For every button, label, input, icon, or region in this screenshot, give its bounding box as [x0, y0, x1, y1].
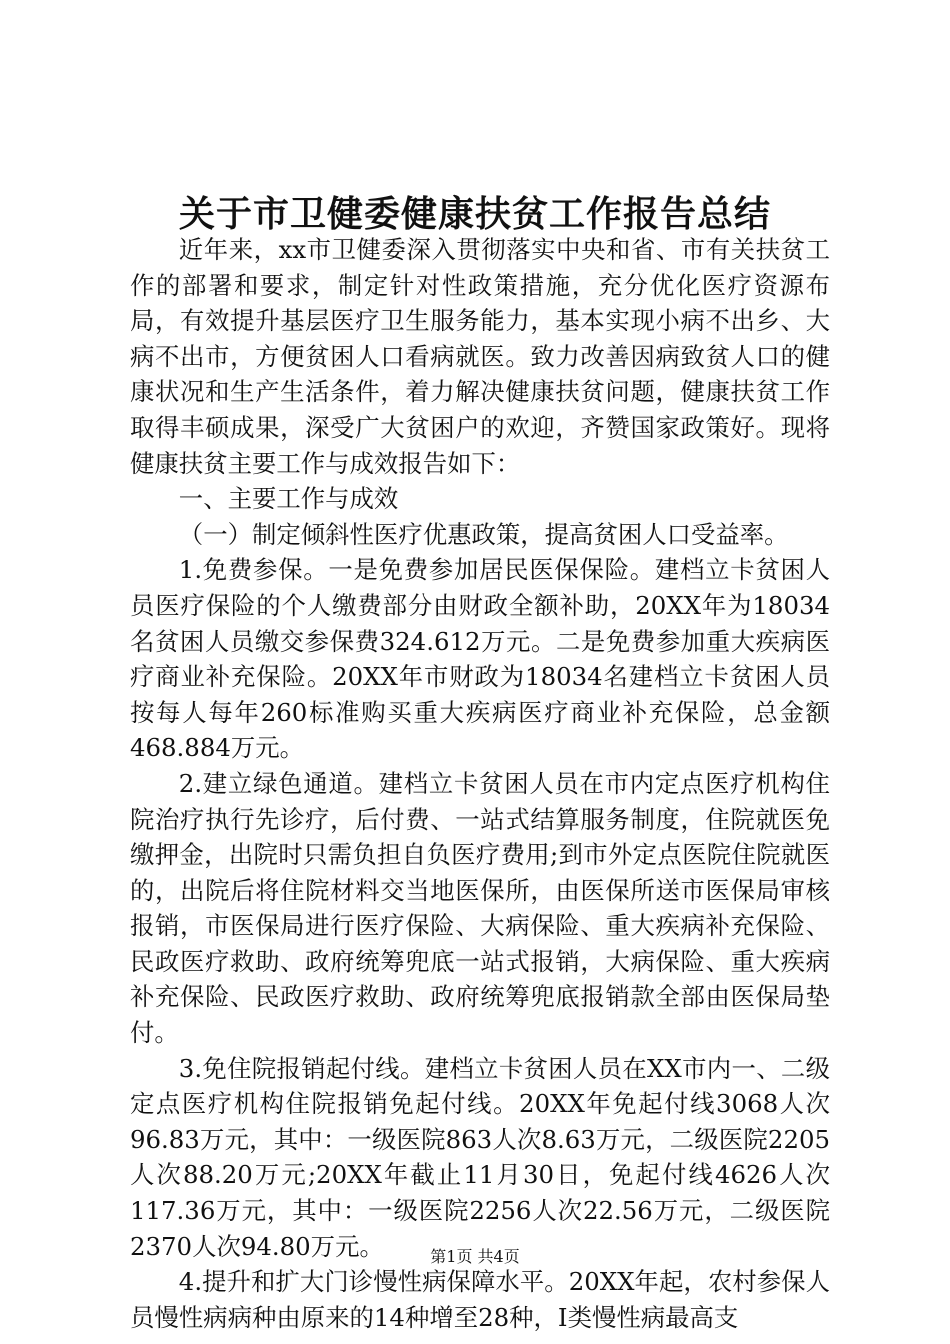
subsection-heading: （一）制定倾斜性医疗优惠政策，提高贫困人口受益率。 — [178, 519, 789, 549]
paragraph-item-1: 1.免费参保。一是免费参加居民医保保险。建档立卡贫困人员医疗保险的个人缴费部分由财政全额补助，20XX年为18034名贫困人员缴交参保费324.612万元。二是免费参加重大疾病医疗商业补充保险。20XX年市财政为18034名建档立卡贫困人员按每人每年260标准购买重大疾病医疗商业补充保险，总金额468.884万元。 — [130, 555, 830, 763]
section-heading: 一、主要工作与成效 — [178, 484, 399, 514]
document-title: 关于市卫健委健康扶贫工作报告总结 — [178, 194, 771, 235]
page-footer: 第1页 共4页 — [430, 1247, 520, 1266]
paragraph-item-4: 4.提升和扩大门诊慢性病保障水平。20XX年起，农村参保人员慢性病病种由原来的14种增至28种，Ⅰ类慢性病最高支 — [130, 1267, 830, 1332]
paragraph-item-3: 3.免住院报销起付线。建档立卡贫困人员在XX市内一、二级定点医疗机构住院报销免起付线。20XX年免起付线3068人次96.83万元，其中：一级医院863人次8.63万元，二级医院2205人次88.20万元;20XX年截止11月30日，免起付线4626人次117.36万元，其中：一级医院2256人次22.56万元，二级医院2370人次94.80万元。 — [130, 1053, 830, 1261]
paragraph-item-2: 2.建立绿色通道。建档立卡贫困人员在市内定点医疗机构住院治疗执行先诊疗，后付费、一站式结算服务制度，住院就医免缴押金，出院时只需负担自负医疗费用;到市外定点医院住院就医的，出院后将住院材料交当地医保所，由医保所送市医保局审核报销，市医保局进行医疗保险、大病保险、重大疾病补充保险、民政医疗救助、政府统筹兜底一站式报销，大病保险、重大疾病补充保险、民政医疗救助、政府统筹兜底报销款全部由医保局垫付。 — [130, 768, 830, 1048]
document-body — [130, 232, 830, 1335]
paragraph-intro: 近年来，xx市卫健委深入贯彻落实中央和省、市有关扶贫工作的部署和要求，制定针对性政策措施，充分优化医疗资源布局，有效提升基层医疗卫生服务能力，基本实现小病不出乡、大病不出市，方便贫困人口看病就医。致力改善因病致贫人口的健康状况和生产生活条件，着力解决健康扶贫问题，健康扶贫工作取得丰硕成果，深受广大贫困户的欢迎，齐赞国家政策好。现将健康扶贫主要工作与成效报告如下： — [130, 235, 830, 478]
